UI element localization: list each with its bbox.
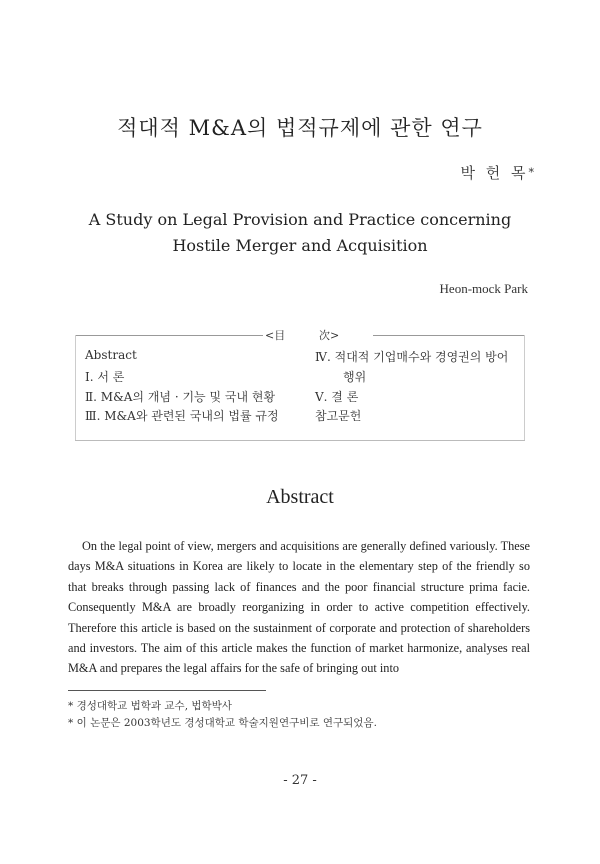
toc-top-rule-right (373, 335, 525, 336)
toc-left-border (75, 335, 76, 440)
abstract-heading: Abstract (266, 486, 334, 508)
author-korean-name: 박 헌 목 (460, 164, 529, 182)
toc-header-open: <目 (265, 329, 286, 342)
table-of-contents (75, 329, 525, 441)
footnote-funding: * 이 논문은 2003학년도 경성대학교 학술지원연구비로 연구되었음. (68, 717, 377, 729)
paper-title-english: A Study on Legal Provision and Practice concerning Hostile Merger and Acquisition (88, 210, 512, 255)
toc-item: 참고문헌 (315, 409, 362, 423)
author-footnote-mark: * (528, 166, 534, 179)
author-korean (460, 162, 534, 183)
toc-top-rule-left (75, 335, 263, 336)
author-english: Heon-mock Park (439, 281, 528, 296)
footnote-affiliation: * 경성대학교 법학과 교수, 법학박사 (68, 700, 232, 712)
toc-item: 행위 (343, 370, 367, 384)
toc-right-border (524, 335, 525, 440)
toc-item: Ⅴ. 결 론 (315, 390, 359, 404)
toc-item: Ⅱ. M&A의 개념 · 기능 및 국내 현황 (85, 390, 276, 404)
toc-item: Abstract (85, 348, 137, 362)
abstract-paragraph: On the legal point of view, mergers and acquisitions are generally defined variously. These days M&A situations in Korea are likely to locate in the elementary step of the friendly so that breaks through passing lack of finances and the poor financial structure prima facie. Consequently M&A are broadly reorganizing in order to active competition effectively. Therefore this article is based on the sustainment of corporate and protection of shareholders and investors. The aim of this article makes the function of market harmonize, analyses real M&A and prepares the legal affairs for the safe of bringing out into (68, 539, 530, 676)
toc-item: Ⅳ. 적대적 기업매수와 경영권의 방어 (315, 350, 509, 364)
page-number: - 27 - (283, 773, 317, 788)
toc-item: Ⅰ. 서 론 (85, 370, 125, 384)
paper-title-korean: 적대적 M&A의 법적규제에 관한 연구 (117, 116, 483, 140)
toc-item: Ⅲ. M&A와 관련된 국내의 법률 규정 (85, 409, 279, 423)
toc-header-close: 次> (319, 329, 340, 342)
footnote-divider (68, 690, 266, 691)
